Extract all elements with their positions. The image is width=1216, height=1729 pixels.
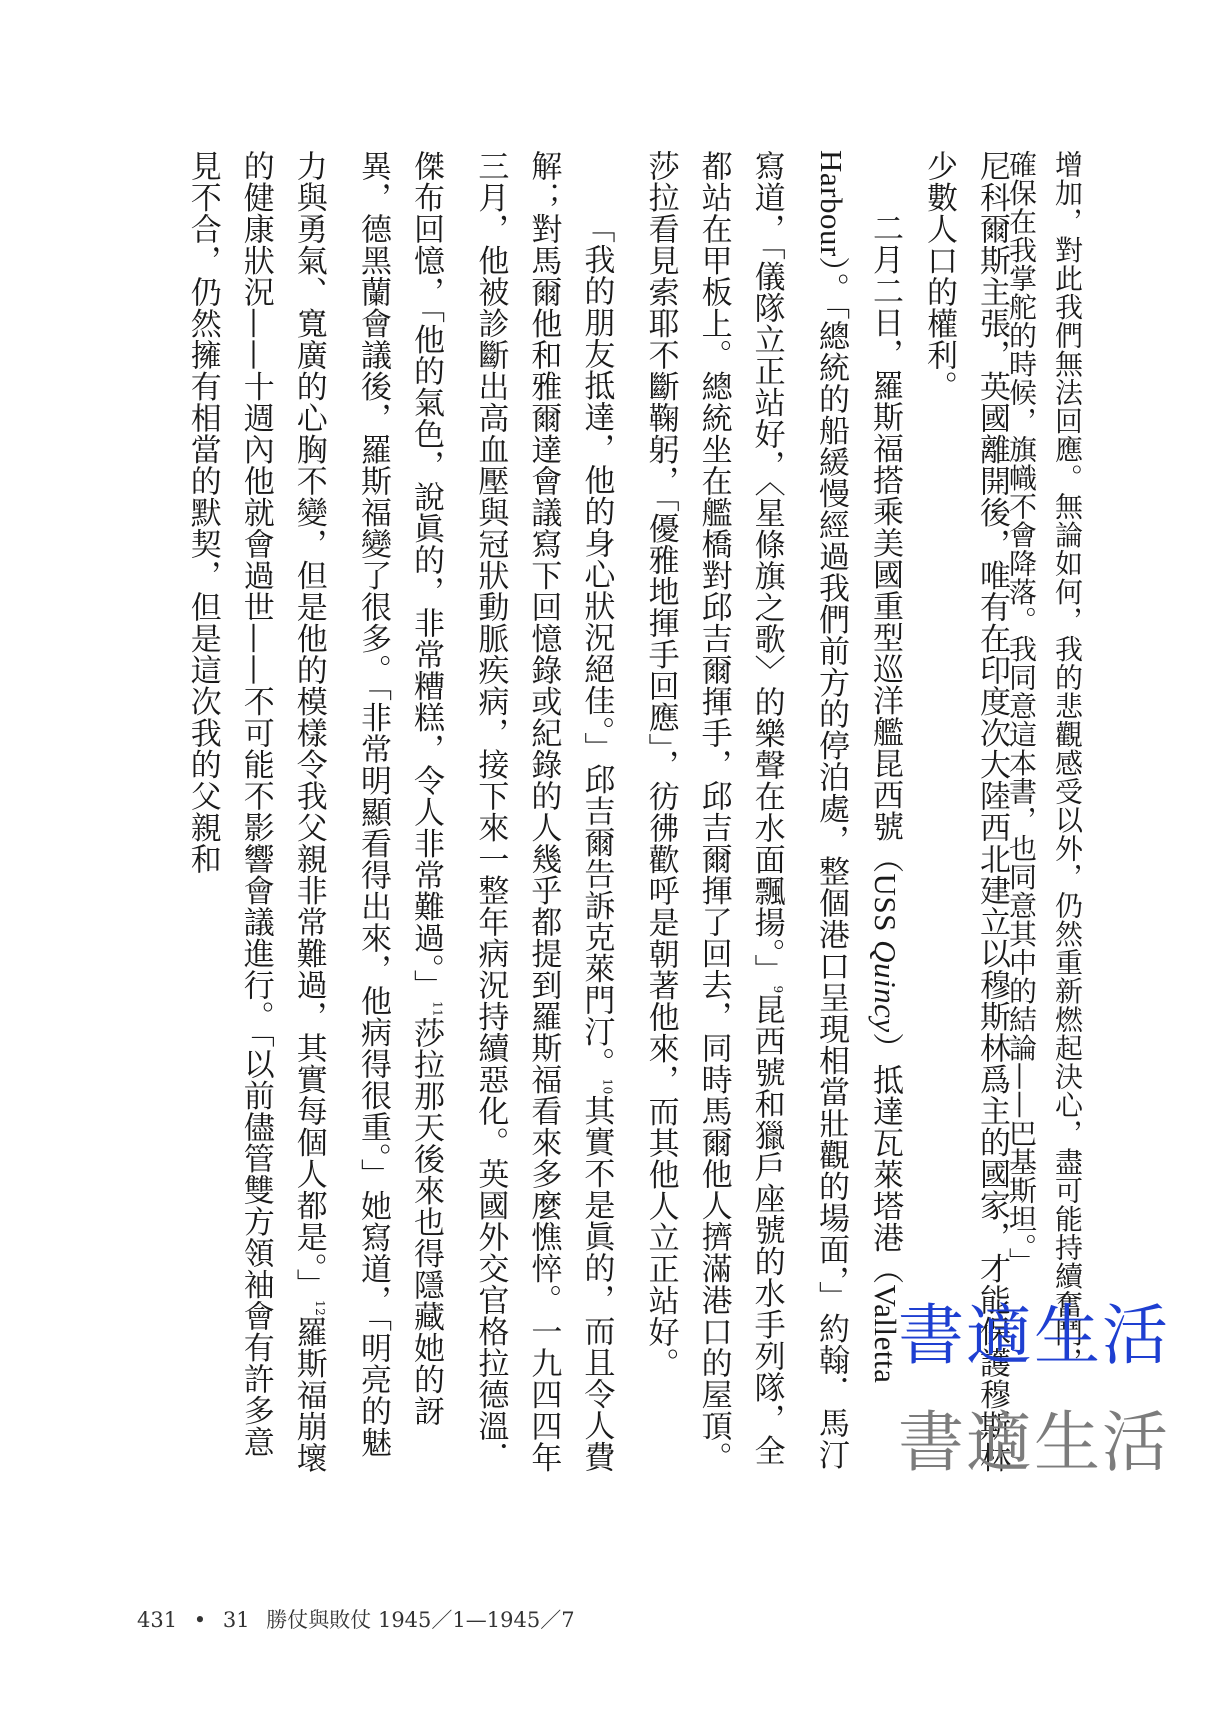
footnote-marker-12: 12: [313, 1300, 328, 1317]
paragraph-2-seg2: ）抵達瓦萊塔港（: [867, 1032, 903, 1285]
quote-line-2: 確保在我掌舵的時候，旗幟不會降落。我同意這本書，也同意其中的結論——巴基斯坦。」: [1005, 150, 1038, 1276]
harbor-name-latin: Valletta Harbour: [814, 150, 903, 1384]
paragraph-3-seg1: 「我的朋友抵達，他的身心狀況絕佳。」邱吉爾告訴克萊門汀。: [578, 212, 615, 1079]
paragraph-3-seg4: 羅斯福崩壞的健康狀況——十週內他就會過世——不可能不影響會議進行。「以前儘管雙方領袖會有許多意見不合，仍然擁有相當的默契，但是這次我的父親和: [184, 150, 327, 1474]
footer-bullet: •: [193, 1608, 207, 1632]
footnote-marker-10: 10: [600, 1078, 615, 1095]
page-footer: [137, 1604, 585, 1634]
paragraph-2-seg3: ）。「總統的船緩慢經過我們前方的停泊處，整個港口呈現相當壯觀的場面，」約翰．馬汀寫道，「儀隊立正站好，〈星條旗之歌〉的樂聲在水面飄揚。」: [748, 150, 849, 1471]
ship-name-italic: Quincy: [868, 940, 903, 1033]
quote-line-1: 增加，對此我們無法回應。無論如何，我的悲觀感受以外，仍然重新燃起決心，盡可能持續奮鬥，: [1051, 150, 1084, 1376]
body-text: [184, 150, 1018, 1480]
page-number: 431: [137, 1608, 178, 1632]
footnote-marker-9: 9: [771, 985, 785, 994]
ship-prefix: USS: [868, 873, 903, 941]
chapter-number: 31: [222, 1608, 250, 1632]
footnote-marker-11: 11: [430, 1001, 445, 1018]
paragraph-2: [634, 150, 912, 1480]
paragraph-1: 尼科爾斯主張，英國離開後，唯有在印度次大陸西北建立以穆斯林爲主的國家，才能保護穆斯林少數人口的權利。: [921, 150, 1010, 1473]
paragraph-2-seg4: 昆西號和獵戶座號的水手列隊，全都站在甲板上。總統坐在艦橋對邱吉爾揮手，邱吉爾揮了回去，同時馬爾他人擠滿港口的屋頂。莎拉看見索耶不斷鞠躬，「優雅地揮手回應」，彷彿歡呼是朝著他來，而其他人立正站好。: [642, 150, 785, 1473]
watermark-gray: 書適生活: [898, 1404, 1170, 1481]
paragraph-2-seg1: 二月二日，羅斯福搭乘美國重型巡洋艦昆西號（: [867, 212, 903, 874]
chapter-title: 勝仗與敗仗 1945／1—1945／7: [266, 1608, 575, 1632]
paragraph-3-seg3: 莎拉那天後來也得隱藏她的訝異，德黑蘭會議後，羅斯福變了很多。「非常明顯看得出來，他病得很重。」她寫道，「明亮的魅力與勇氣、寬廣的心胸不變，但是他的模樣令我父親非常難過，其實每個人都是。」: [290, 150, 445, 1458]
paragraph-3-seg2: 其實不是眞的，而且令人費解；對馬爾他和雅爾達會議寫下回憶錄或紀錄的人幾乎都提到羅斯福看來多麼憔悴。一九四四年三月，他被診斷出高血壓與冠狀動脈疾病，接下來一整年病況持續惡化。英國外交官格拉德溫．傑布回憶，「他的氣色，說眞的，非常糟糕，令人非常難過。」: [408, 150, 615, 1473]
paragraph-3: [176, 150, 634, 1480]
ship-name-latin: [868, 874, 903, 1033]
watermark-blue: 書適生活: [898, 1297, 1170, 1374]
